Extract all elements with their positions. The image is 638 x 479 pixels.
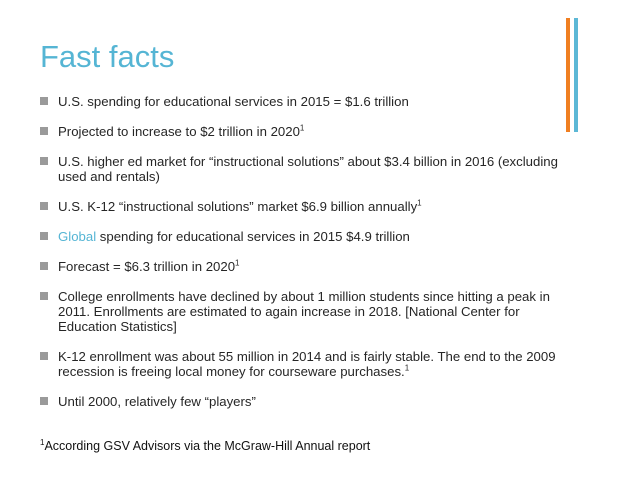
bullet-text: Until 2000, relatively few “players” <box>58 394 256 409</box>
footnote <box>40 439 370 454</box>
bullet-item <box>40 394 560 409</box>
square-bullet-icon <box>40 127 48 135</box>
highlight-text: Global <box>58 229 97 244</box>
accent-bar-blue <box>574 18 578 132</box>
square-bullet-icon <box>40 97 48 105</box>
square-bullet-icon <box>40 202 48 210</box>
square-bullet-icon <box>40 232 48 240</box>
square-bullet-icon <box>40 352 48 360</box>
footnote-marker: 1 <box>40 437 45 447</box>
bullet-text: Projected to increase to $2 trillion in 2020 <box>58 124 300 139</box>
bullet-item <box>40 124 560 139</box>
bullet-item <box>40 154 560 184</box>
bullet-item <box>40 199 560 214</box>
footnote-text: According GSV Advisors via the McGraw-Hill Annual report <box>44 439 371 453</box>
bullet-text: U.S. spending for educational services in 2015 = $1.6 trillion <box>58 94 409 109</box>
bullet-item <box>40 289 560 334</box>
bullet-item <box>40 94 560 109</box>
bullet-text: Forecast = $6.3 trillion in 2020 <box>58 259 236 274</box>
bullet-item <box>40 349 560 379</box>
square-bullet-icon <box>40 292 48 300</box>
bullet-text: spending for educational services in 2015 $4.9 trillion <box>96 229 410 244</box>
footnote-ref: 1 <box>404 363 410 373</box>
square-bullet-icon <box>40 397 48 405</box>
bullet-text: U.S. K-12 “instructional solutions” market $6.9 billion annually <box>58 199 418 214</box>
footnote-ref: 1 <box>417 198 422 208</box>
bullet-text: K-12 enrollment was about 55 million in 2014 and is fairly stable. The end to the 2009 recession is freeing local money for courseware purchases. <box>58 349 556 379</box>
bullet-item <box>40 259 560 274</box>
bullet-item <box>40 229 560 244</box>
slide-title: Fast facts <box>40 39 175 74</box>
bullet-text: College enrollments have declined by about 1 million students since hitting a peak in 2011. Enrollments are estimated to again increase in 2018. [National Center for Education Statistics] <box>58 289 550 334</box>
footnote-ref: 1 <box>299 123 305 133</box>
accent-bar-orange <box>566 18 570 132</box>
square-bullet-icon <box>40 157 48 165</box>
bullet-text: U.S. higher ed market for “instructional solutions” about $3.4 billion in 2016 (excluding used and rentals) <box>58 154 558 184</box>
footnote-ref: 1 <box>235 258 240 268</box>
square-bullet-icon <box>40 262 48 270</box>
bullet-list <box>40 94 560 409</box>
